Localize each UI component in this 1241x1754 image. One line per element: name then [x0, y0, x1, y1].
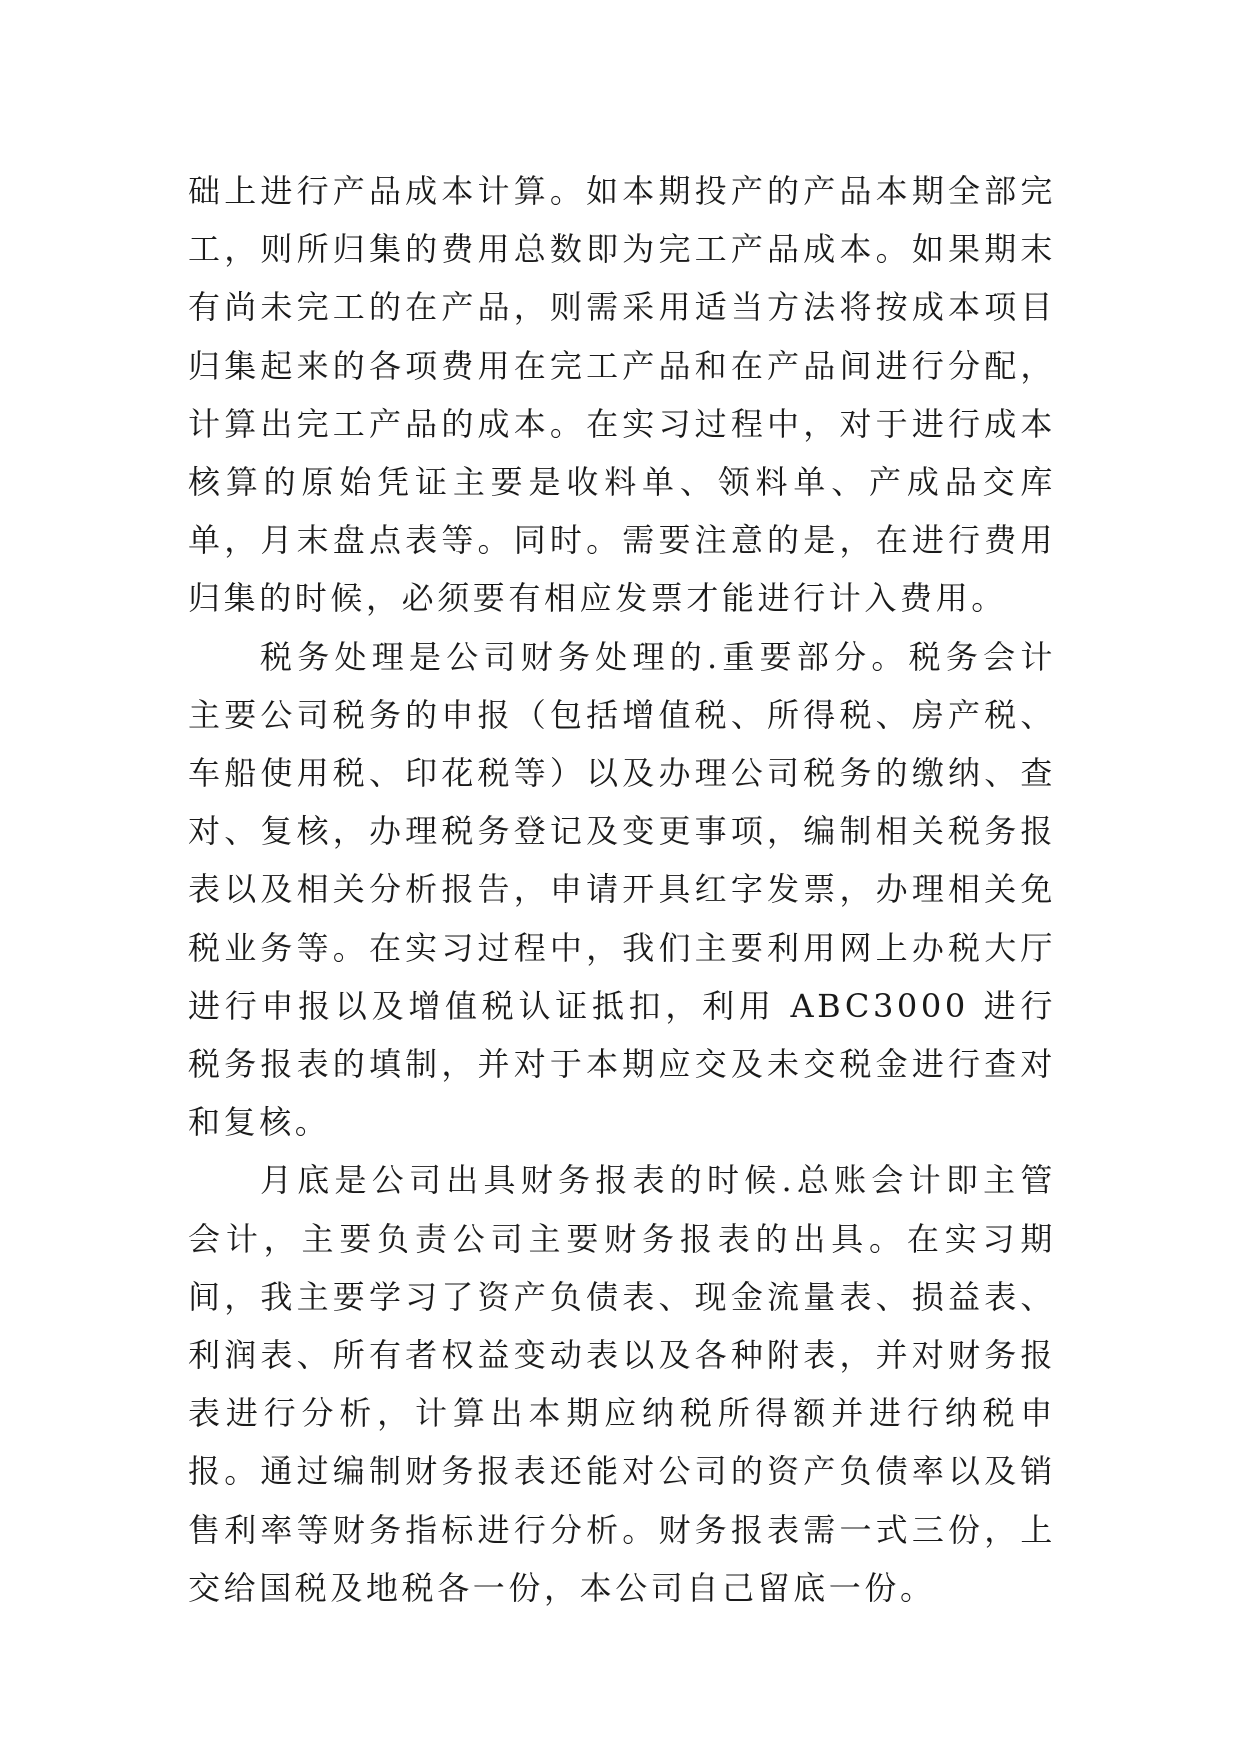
paragraph-tax-processing: 税务处理是公司财务处理的.重要部分。税务会计主要公司税务的申报（包括增值税、所得税、房产税、车船使用税、印花税等）以及办理公司税务的缴纳、查对、复核，办理税务登记及变更事项，编制相关税务报表以及相关分析报告，申请开具红字发票，办理相关免税业务等。在实习过程中，我们主要利用网上办税大厅进行申报以及增值税认证抵扣，利用 ABC3000 进行税务报表的填制，并对于本期应交及未交税金进行查对和复核。 [188, 637, 1056, 1142]
paragraph-financial-statements: 月底是公司出具财务报表的时候.总账会计即主管会计，主要负责公司主要财务报表的出具。在实习期间，我主要学习了资产负债表、现金流量表、损益表、利润表、所有者权益变动表以及各种附表，并对财务报表进行分析，计算出本期应纳税所得额并进行纳税申报。通过编制财务报表还能对公司的资产负债率以及销售利率等财务指标进行分析。财务报表需一式三份，上交给国税及地税各一份，本公司自己留底一份。 [188, 1161, 1056, 1607]
document-body [188, 162, 1056, 1617]
paragraph-cost-calculation: 础上进行产品成本计算。如本期投产的产品本期全部完工，则所归集的费用总数即为完工产品成本。如果期末有尚未完工的在产品，则需采用适当方法将按成本项目归集起来的各项费用在完工产品和在产品间进行分配，计算出完工产品的成本。在实习过程中，对于进行成本核算的原始凭证主要是收料单、领料单、产成品交库单，月末盘点表等。同时。需要注意的是，在进行费用归集的时候，必须要有相应发票才能进行计入费用。 [188, 172, 1056, 618]
